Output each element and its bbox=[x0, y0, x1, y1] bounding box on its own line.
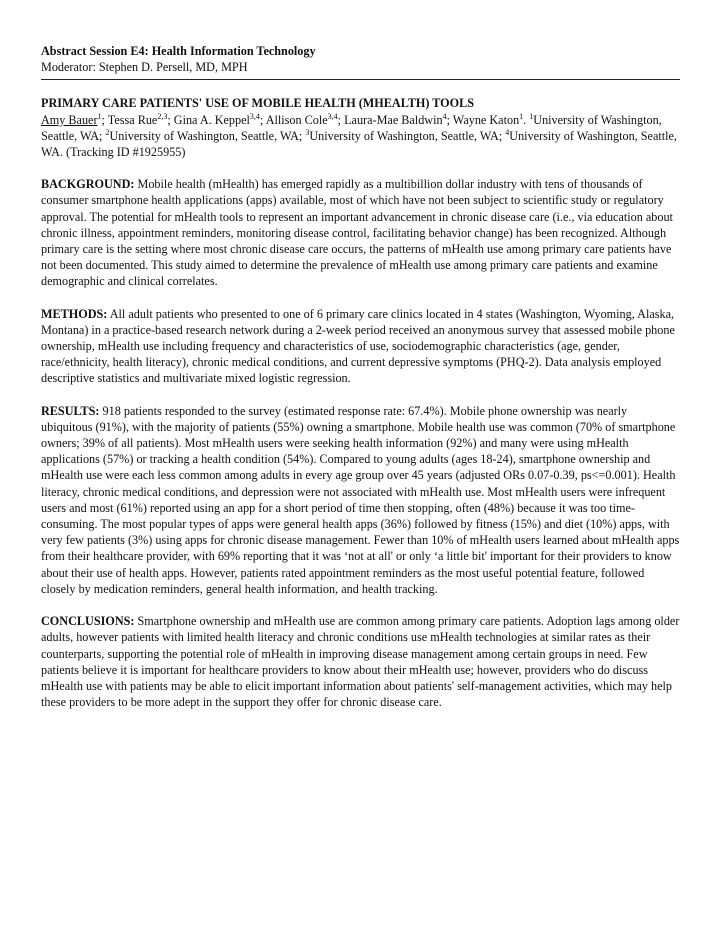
affiliation-mark: 4 bbox=[505, 127, 510, 137]
author-separator: ; bbox=[259, 112, 266, 127]
methods-section bbox=[41, 306, 680, 387]
author-name: Tessa Rue bbox=[107, 112, 158, 127]
author-list bbox=[41, 112, 680, 161]
author-affiliation-mark: 1 bbox=[519, 111, 524, 121]
author-affiliation-mark: 4 bbox=[442, 111, 447, 121]
section-label: METHODS: bbox=[41, 306, 108, 321]
section-label: CONCLUSIONS: bbox=[41, 614, 135, 629]
author-name: Wayne Katon bbox=[452, 112, 520, 127]
affiliation: University of Washington, Seattle, WA; bbox=[309, 128, 506, 143]
affiliation-mark: 1 bbox=[529, 111, 534, 121]
affiliation-mark: 2 bbox=[105, 127, 110, 137]
header-divider bbox=[41, 79, 680, 80]
moderator-line: Moderator: Stephen D. Persell, MD, MPH bbox=[41, 60, 248, 75]
author-affiliation-mark: 3,4 bbox=[327, 111, 338, 121]
author-separator: ; bbox=[337, 112, 345, 127]
author-separator: ; bbox=[101, 112, 108, 127]
section-body: 918 patients responded to the survey (estimated response rate: 67.4%). Mobile phone ownership was nearly ubiquitous (91%), with the majority of patients (55%) owning a smartphone. Mobile health use was common (70% of smartphone owners; 39% of all patients). Most mHealth users were seeking health information (92%) and many were using mHealth applications (57%) or tracking a health condition (54%). Compared to young adults (ages 18-24), smartphone ownership and mHealth use were each less common among adults in every age group over 45 years (adjusted ORs 0.07-0.39, ps<=0.001). Health literacy, chronic medical conditions, and depression were not associated with mHealth use. Most mHealth users were infrequent users and most (61%) reported using an app for a short period of time then stopping, often (48%) because it was too time-consuming. The most popular types of apps were general health apps (36%) followed by fitness (15%) and diet (10%) apps, with very few patients (3%) using apps for chronic disease management. Fewer than 10% of mHealth users learned about mHealth apps from their healthcare provider, with 69% reporting that it was ‘not at all' or only ‘a little bit' important for their providers to know about their use of health apps. However, patients rated appointment reminders as the most useful potential feature, followed closely by medication reminders, general health information, and health tracking. bbox=[41, 403, 680, 596]
author-affiliation-mark: 3,4 bbox=[249, 111, 260, 121]
author-separator: ; bbox=[446, 112, 453, 127]
section-label: RESULTS: bbox=[41, 403, 100, 418]
session-title: Abstract Session E4: Health Information Technology bbox=[41, 44, 316, 58]
affiliation: University of Washington, Seattle, WA; bbox=[109, 128, 306, 143]
author-separator: ; bbox=[167, 112, 174, 127]
section-label: BACKGROUND: bbox=[41, 177, 135, 192]
author-name: Amy Bauer bbox=[41, 112, 98, 127]
author-list-end: . bbox=[523, 112, 530, 127]
affiliation-mark: 3 bbox=[305, 127, 310, 137]
author-affiliation-mark: 2,3 bbox=[157, 111, 168, 121]
affiliation: University of Washington, Seattle, WA; bbox=[41, 112, 662, 143]
background-section bbox=[41, 176, 680, 289]
section-body: All adult patients who presented to one of 6 primary care clinics located in 4 states (Washington, Wyoming, Alaska, Montana) in a practice-based research network during a 2-week period received an anonymous survey that assessed mobile phone ownership, mHealth use including frequency and characteristics of use, sociodemographic characteristics (age, gender, race/ethnicity, health literacy), chronic medical conditions, and current depressive symptoms (PHQ-2). Data analysis employed descriptive statistics and multivariate mixed logistic regression. bbox=[41, 306, 675, 386]
author-name: Gina A. Keppel bbox=[173, 112, 250, 127]
article-title: PRIMARY CARE PATIENTS' USE OF MOBILE HEALTH (MHEALTH) TOOLS bbox=[41, 96, 474, 111]
results-section bbox=[41, 403, 680, 597]
section-body: Mobile health (mHealth) has emerged rapidly as a multibillion dollar industry with tens of thousands of consumer smartphone health applications (apps) available, most of which have not been subject to scientific study or regulatory approval. The potential for mHealth tools to represent an important advancement in chronic disease care (i.e., via education about chronic illness, appointment reminders, monitoring disease control, facilitating behavior change) has been recognized. Although primary care is the setting where most chronic disease care occurs, the patterns of mHealth use among primary care patients have not been documented. This study aimed to determine the prevalence of mHealth use among primary care patients and examine demographic and clinical correlates. bbox=[41, 177, 673, 289]
conclusions-section bbox=[41, 613, 680, 710]
author-name: Laura-Mae Baldwin bbox=[344, 112, 443, 127]
author-affiliation-mark: 1 bbox=[97, 111, 102, 121]
author-name: Allison Cole bbox=[265, 112, 328, 127]
affiliation: University of Washington, Seattle, WA. (Tracking ID #1925955) bbox=[41, 128, 677, 160]
section-body: Smartphone ownership and mHealth use are common among primary care patients. Adoption lags among older adults, however patients with limited health literacy and chronic conditions use mHealth technologies at similar rates as their counterparts, supporting the potential role of mHealth in improving disease management among certain groups in need. Few patients believe it is important for healthcare providers to know about their mHealth use; however, providers who do discuss mHealth use with patients may be able to elicit important information about patients' self-management activities, which may help these providers to be more adept in the support they offer for chronic disease care. bbox=[41, 614, 680, 710]
